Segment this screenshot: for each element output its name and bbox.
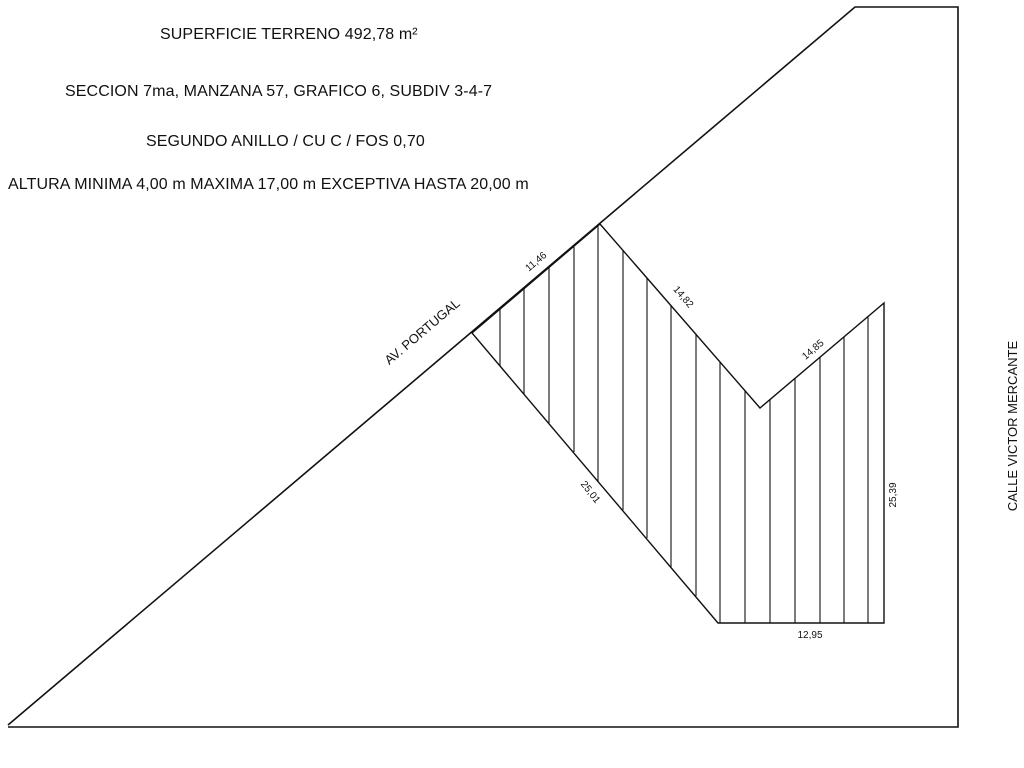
dimension-right-side: 25,39 [888,482,899,508]
street-label-av-portugal: AV. PORTUGAL [381,295,463,368]
dimension-notch-side: 14,85 [800,337,827,363]
dimension-front: 11,46 [523,250,550,275]
plot-hatching [500,226,868,623]
superficie-label: SUPERFICIE TERRENO 492,78 m² [160,26,418,43]
dimension-left-side: 25,01 [577,479,603,506]
zonificacion-label: SEGUNDO ANILLO / CU C / FOS 0,70 [146,133,425,150]
street-label-calle-victor-mercante: CALLE VICTOR MERCANTE [1005,340,1020,512]
dimension-upper-right-side: 14,82 [670,284,696,311]
seccion-label: SECCION 7ma, MANZANA 57, GRAFICO 6, SUBDIV 3-4-7 [65,83,493,100]
dimension-bottom: 12,95 [797,630,823,641]
altura-label: ALTURA MINIMA 4,00 m MAXIMA 17,00 m EXCEPTIVA HASTA 20,00 m [8,176,529,193]
block-outline [8,7,958,727]
